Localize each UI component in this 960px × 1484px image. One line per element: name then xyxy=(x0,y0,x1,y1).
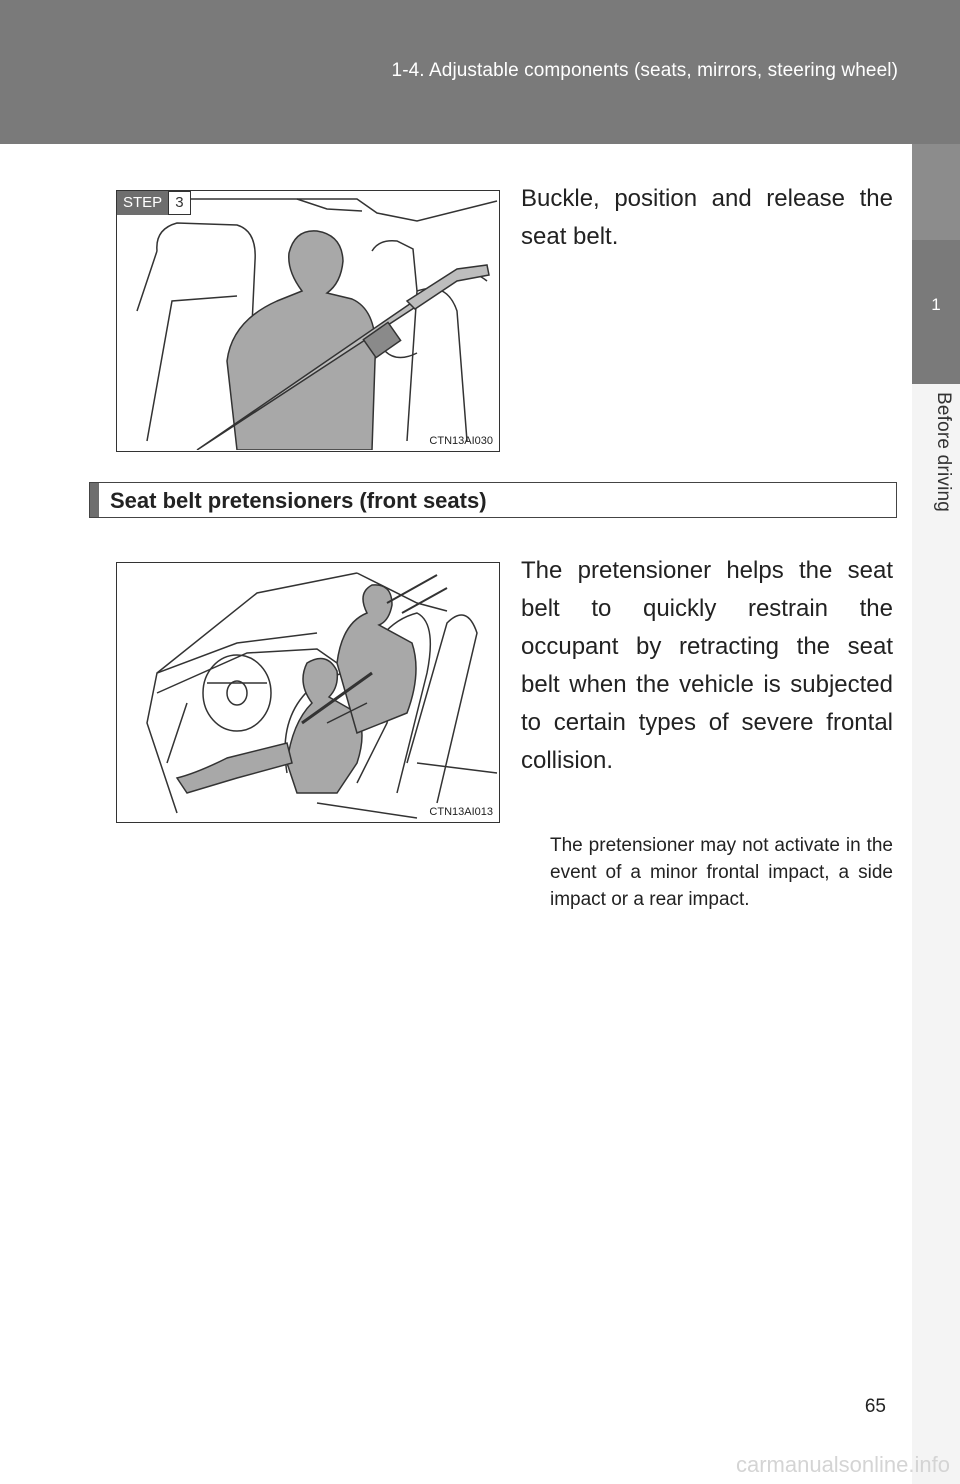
step-label: STEP xyxy=(117,191,168,215)
step-number: 3 xyxy=(168,191,190,215)
heading-bar xyxy=(90,483,99,517)
side-strip xyxy=(912,384,960,1484)
section-heading-title: Seat belt pretensioners (front seats) xyxy=(110,488,487,513)
pretensioner-drawing xyxy=(117,563,498,821)
figure-code: CTN13AI030 xyxy=(429,435,493,447)
page-number: 65 xyxy=(864,1396,886,1417)
step-badge xyxy=(117,191,191,215)
section-heading xyxy=(89,482,897,518)
chapter-number: 1 xyxy=(931,295,941,314)
figure-code: CTN13AI013 xyxy=(429,806,493,818)
watermark: carmanualsonline.info xyxy=(735,1452,950,1477)
pretensioner-description: The pretensioner helps the seat belt to quickly restrain the occupant by retracting the seat belt when the vehicle is subjected to certain types of severe frontal collision. xyxy=(521,557,893,774)
pretensioner-note: The pretensioner may not activate in the event of a minor frontal impact, a side impact or a rear impact. xyxy=(550,835,893,910)
pretensioner-illustration xyxy=(116,562,500,823)
chapter-label: Before driving xyxy=(933,392,954,513)
page-header xyxy=(0,0,960,144)
step-instruction: Buckle, position and release the seat belt. xyxy=(521,185,893,250)
section-title: 1-4. Adjustable components (seats, mirrors, steering wheel) xyxy=(391,60,898,81)
seat-belt-illustration xyxy=(116,190,500,452)
seat-belt-drawing xyxy=(117,191,498,450)
